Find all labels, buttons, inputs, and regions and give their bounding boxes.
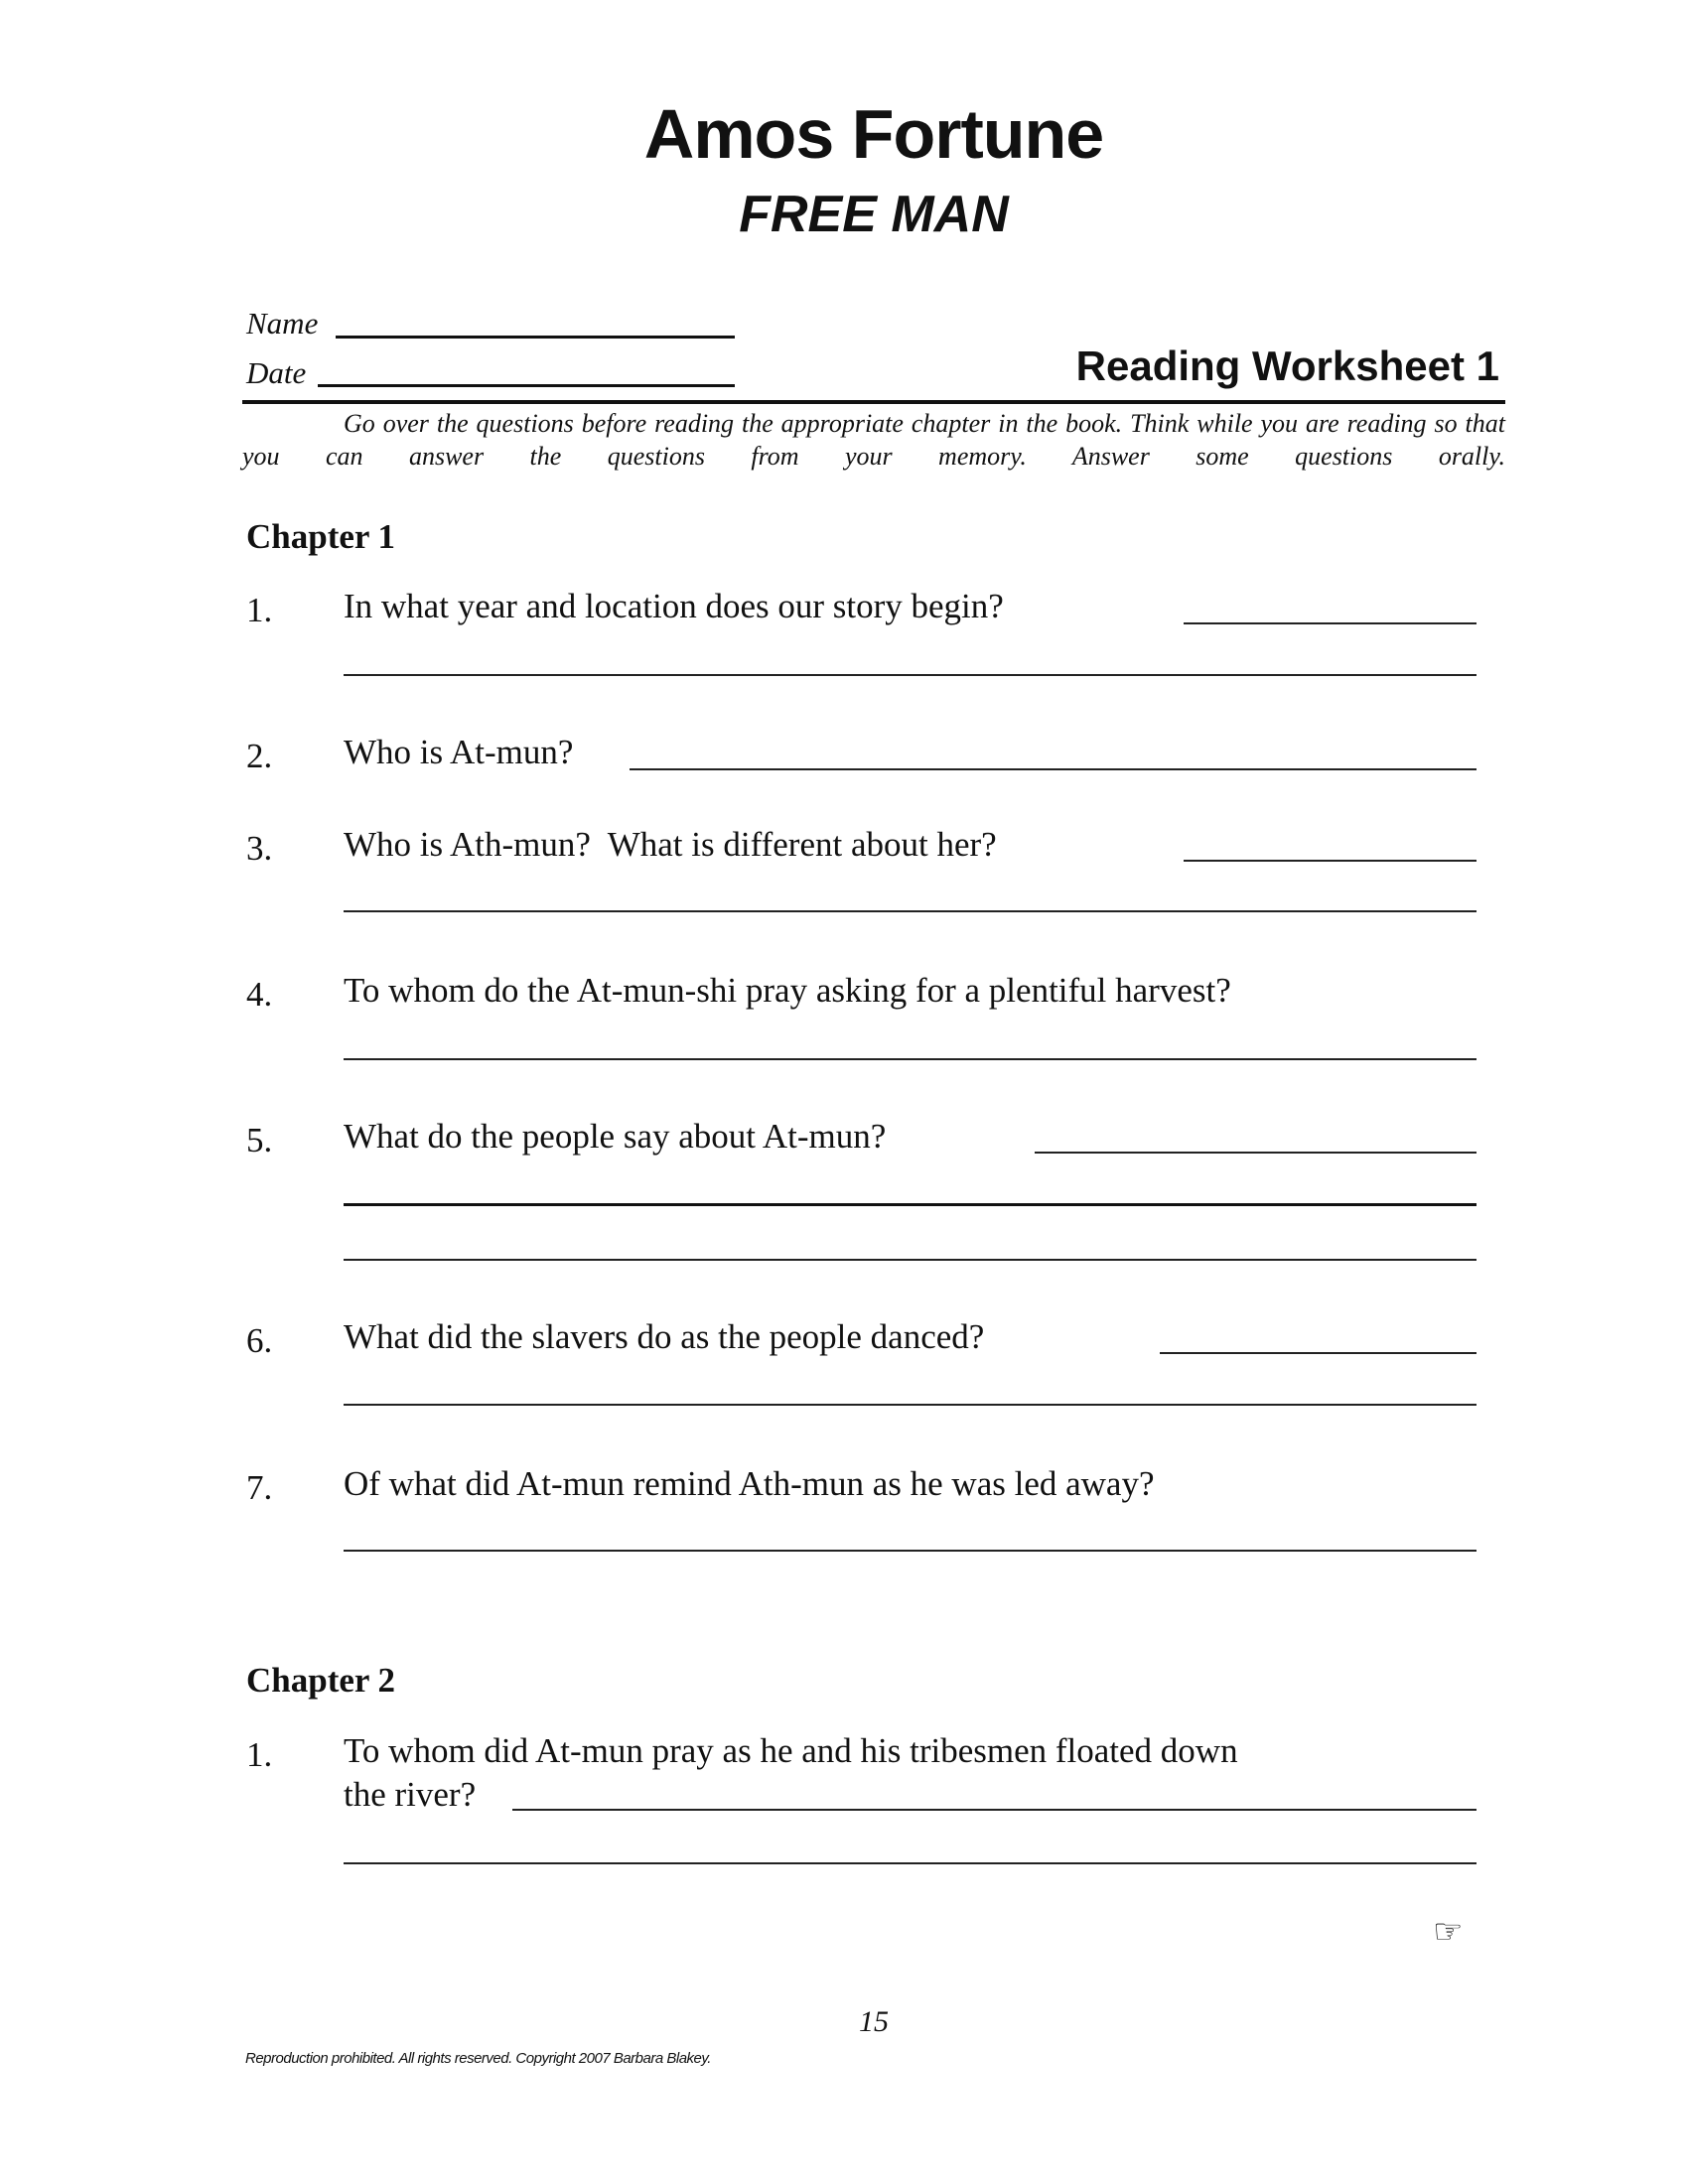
question-text: Who is Ath-mun? What is different about her? <box>344 825 997 864</box>
question-number: 1. <box>246 591 273 629</box>
question-text: What did the slavers do as the people danced? <box>344 1317 985 1356</box>
worksheet-book-title: Amos Fortune <box>643 95 1104 173</box>
header-divider <box>242 400 1505 404</box>
pointing-hand-icon: ☞ <box>1433 1914 1464 1951</box>
answer-line[interactable] <box>344 910 1477 912</box>
answer-line[interactable] <box>344 674 1477 676</box>
answer-line[interactable] <box>1184 622 1477 624</box>
answer-line[interactable] <box>1035 1152 1477 1154</box>
date-field-line[interactable] <box>318 384 735 387</box>
answer-line[interactable] <box>512 1809 1477 1811</box>
name-field-line[interactable] <box>336 336 735 339</box>
copyright-footer: Reproduction prohibited. All rights reserved. Copyright 2007 Barbara Blakey. <box>245 2050 711 2067</box>
question-number: 4. <box>246 975 273 1014</box>
worksheet-book-subtitle: FREE MAN <box>739 186 1009 243</box>
question-number: 1. <box>246 1735 273 1774</box>
answer-line[interactable] <box>1184 860 1477 862</box>
question-number: 2. <box>246 737 273 775</box>
question-text: What do the people say about At-mun? <box>344 1117 887 1156</box>
question-number: 5. <box>246 1121 273 1160</box>
question-text: To whom did At-mun pray as he and his tribesmen floated down <box>344 1731 1238 1770</box>
date-label: Date <box>246 355 307 390</box>
chapter-2-heading: Chapter 2 <box>246 1661 396 1700</box>
answer-line[interactable] <box>344 1862 1477 1864</box>
answer-line[interactable] <box>1160 1352 1477 1354</box>
question-number: 7. <box>246 1468 273 1507</box>
question-text: Who is At-mun? <box>344 733 574 771</box>
name-label: Name <box>246 306 319 341</box>
worksheet-title: Reading Worksheet 1 <box>1075 342 1499 389</box>
question-text: Of what did At-mun remind Ath-mun as he was led away? <box>344 1464 1155 1503</box>
chapter-1-heading: Chapter 1 <box>246 517 396 556</box>
question-number: 3. <box>246 829 273 868</box>
answer-line[interactable] <box>344 1404 1477 1406</box>
answer-line[interactable] <box>630 768 1477 770</box>
answer-line[interactable] <box>344 1550 1477 1552</box>
answer-line[interactable] <box>344 1058 1477 1060</box>
question-text: In what year and location does our story begin? <box>344 587 1004 625</box>
instructions-text: Go over the questions before reading the appropriate chapter in the book. Think while you are reading so that you can answer the questions from your memory. Answer some questions orally. <box>242 409 1505 471</box>
question-text-continued: the river? <box>344 1775 477 1814</box>
question-text: To whom do the At-mun-shi pray asking for a plentiful harvest? <box>344 971 1231 1010</box>
question-number: 6. <box>246 1321 273 1360</box>
answer-line[interactable] <box>344 1203 1477 1206</box>
answer-line[interactable] <box>344 1259 1477 1261</box>
page-number: 15 <box>859 2005 889 2038</box>
